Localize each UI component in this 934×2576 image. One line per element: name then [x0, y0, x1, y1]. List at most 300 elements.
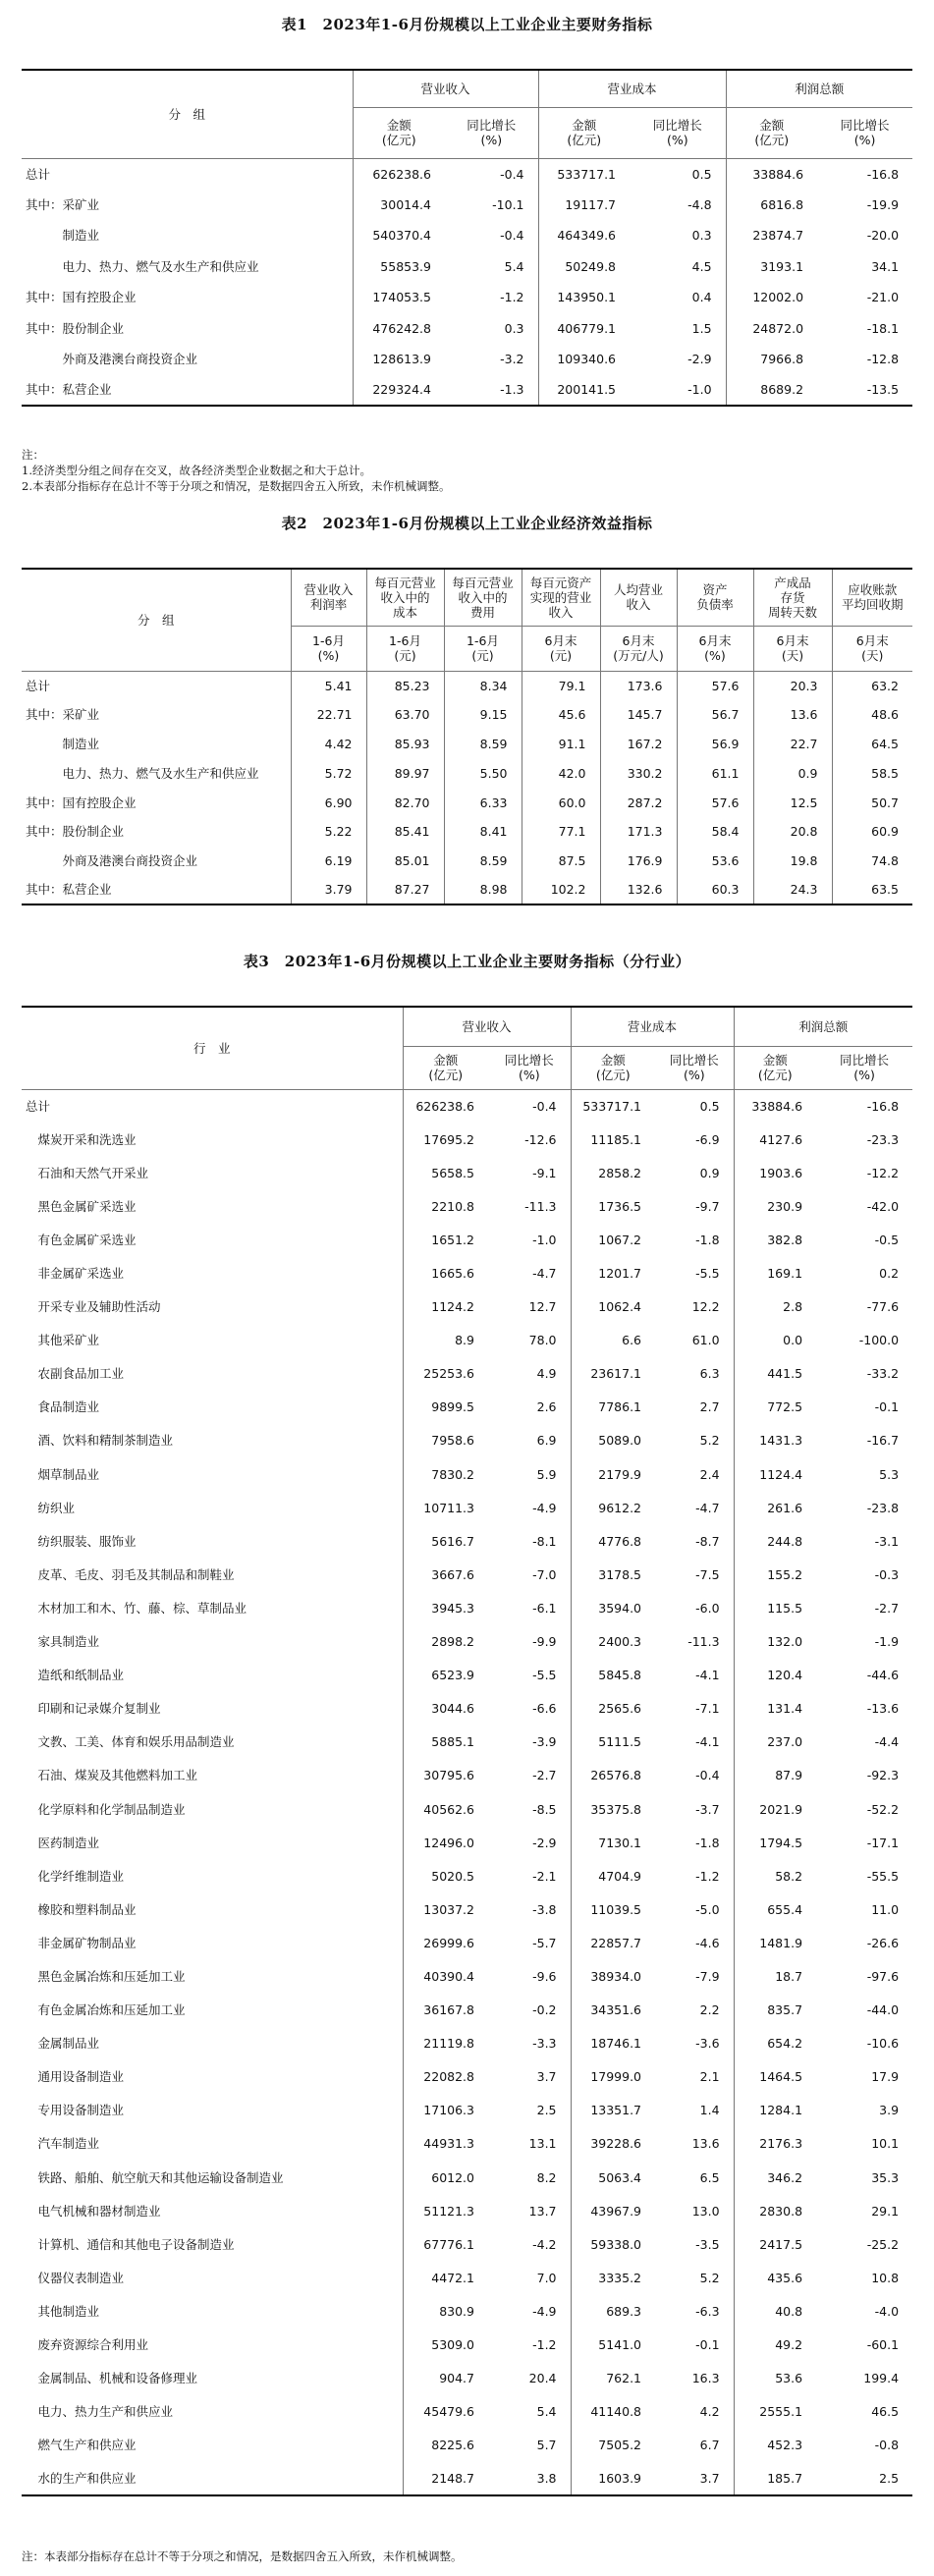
col-header-line: 负债率	[696, 597, 734, 613]
cell-value: 6523.9	[403, 1659, 488, 1692]
sub-header-line: (亿元)	[595, 1068, 631, 1082]
cell-value: 13.7	[528, 2203, 557, 2219]
row-label: 有色金属冶炼和压延加工业	[26, 2002, 186, 2018]
cell-value: 24872.0	[726, 313, 817, 345]
sub-header-line: (元)	[394, 648, 416, 663]
col-group-revenue: 营业收入	[403, 1007, 571, 1046]
row-label: 其中：国有控股企业	[26, 795, 137, 810]
cell-value: 1201.7	[571, 1256, 655, 1289]
cell-value: -11.3	[687, 1634, 720, 1650]
cell-value: -4.9	[532, 2303, 557, 2319]
col-header-line: 营业收入	[303, 582, 354, 598]
cell-value: 2.1	[699, 2069, 720, 2085]
table-row	[22, 1625, 912, 1659]
cell-value: 102.2	[522, 876, 600, 905]
cell-value: 13351.7	[571, 2094, 655, 2127]
cell-value: 171.3	[600, 817, 677, 847]
cell-value: 43967.9	[571, 2194, 655, 2227]
col-header	[291, 569, 366, 626]
cell-value: 5885.1	[403, 1726, 488, 1759]
cell-value: 654.2	[734, 2027, 816, 2060]
cell-value: 7966.8	[726, 344, 817, 375]
col-group-cost: 营业成本	[571, 1007, 734, 1046]
sub-header	[445, 107, 538, 158]
sub-header-line: 6月末	[776, 633, 809, 648]
cell-value: 2555.1	[734, 2395, 816, 2429]
cell-value: 8.9	[403, 1324, 488, 1357]
cell-value: 3.7	[699, 2470, 720, 2486]
cell-value: 3.8	[536, 2470, 557, 2486]
sub-header-line: (天)	[861, 648, 884, 663]
sub-header	[291, 626, 366, 671]
sub-header-line: 金额	[759, 118, 785, 133]
cell-value: 12.2	[691, 1299, 720, 1315]
table3-note: 注：本表部分指标存在总计不等于分项之和情况，是数据四舍五入所致，未作机械调整。	[22, 2549, 463, 2563]
col-header	[444, 569, 522, 626]
cell-value: 174053.5	[353, 282, 445, 313]
cell-value: 5.4	[536, 2404, 557, 2420]
cell-value: 143950.1	[538, 282, 630, 313]
cell-value: 2400.3	[571, 1625, 655, 1659]
cell-value: 10.1	[871, 2136, 900, 2152]
cell-value: 60.3	[677, 876, 753, 905]
col-header-line: 人均营业	[613, 582, 663, 598]
cell-value: 7505.2	[571, 2429, 655, 2462]
cell-value: 145.7	[600, 700, 677, 730]
cell-value: 61.1	[677, 758, 753, 788]
cell-value: 50249.8	[538, 251, 630, 283]
sub-header-line: 金额	[600, 1053, 626, 1068]
cell-value: 77.1	[522, 817, 600, 847]
sub-header-line: 同比增长	[467, 118, 517, 133]
cell-value: 85.93	[366, 730, 444, 759]
col-header-line: 每百元资产	[529, 575, 592, 590]
cell-value: -7.9	[695, 1968, 720, 1984]
cell-value: 4472.1	[403, 2261, 488, 2294]
table-row	[22, 1959, 912, 1993]
row-label: 电力、热力、燃气及水生产和供应业	[26, 765, 259, 781]
sub-header-line: (元)	[471, 648, 494, 663]
cell-value: 1903.6	[734, 1156, 816, 1189]
table-row	[22, 158, 912, 190]
cell-value: 0.2	[879, 1266, 900, 1282]
sub-header-line: (亿元)	[754, 133, 790, 147]
cell-value: 167.2	[600, 730, 677, 759]
cell-value: 13037.2	[403, 1892, 488, 1926]
note-line: 1.经济类型分组之间存在交叉，故各经济类型企业数据之和大于总计。	[22, 464, 371, 477]
col-header	[753, 569, 832, 626]
cell-value: -5.5	[695, 1266, 720, 1282]
sub-header-line: 同比增长	[652, 118, 702, 133]
cell-value: 30014.4	[353, 190, 445, 221]
cell-value: 5658.5	[403, 1156, 488, 1189]
cell-value: 2.5	[879, 2470, 900, 2486]
sub-header	[444, 626, 522, 671]
row-label: 非金属矿物制品业	[26, 1935, 137, 1950]
cell-value: -4.1	[695, 1668, 720, 1683]
cell-value: 57.6	[677, 788, 753, 817]
cell-value: -8.7	[695, 1533, 720, 1549]
cell-value: 5.72	[291, 758, 366, 788]
cell-value: -44.6	[866, 1668, 900, 1683]
table-row	[22, 1726, 912, 1759]
cell-value: 13.6	[753, 700, 832, 730]
row-label: 文教、工美、体育和娱乐用品制造业	[26, 1734, 235, 1750]
cell-value: 5.7	[536, 2438, 557, 2453]
cell-value: -2.1	[532, 1868, 557, 1884]
cell-value: 6.19	[291, 847, 366, 876]
cell-value: 19.8	[753, 847, 832, 876]
cell-value: 1124.2	[403, 1290, 488, 1324]
row-label: 烟草制品业	[26, 1466, 100, 1482]
sub-header	[600, 626, 677, 671]
cell-value: -2.9	[687, 352, 712, 367]
cell-value: 5.50	[444, 758, 522, 788]
sub-header-line: (%)	[853, 133, 876, 147]
cell-value: 87.27	[366, 876, 444, 905]
cell-value: -7.0	[532, 1566, 557, 1582]
row-label: 电力、热力生产和供应业	[26, 2404, 174, 2420]
cell-value: 2179.9	[571, 1457, 655, 1491]
cell-value: 1464.5	[734, 2060, 816, 2094]
sub-header	[488, 1046, 571, 1089]
cell-value: 0.3	[504, 320, 524, 336]
cell-value: -8.1	[532, 1533, 557, 1549]
table-row	[22, 730, 912, 759]
cell-value: 8689.2	[726, 375, 817, 407]
row-label: 制造业	[26, 736, 100, 751]
sub-header	[403, 1046, 488, 1089]
cell-value: -42.0	[866, 1198, 900, 1214]
cell-value: 2417.5	[734, 2227, 816, 2261]
row-label: 其中：私营企业	[26, 382, 112, 398]
cell-value: 63.70	[366, 700, 444, 730]
table-row	[22, 1391, 912, 1424]
cell-value: 200141.5	[538, 375, 630, 407]
cell-value: 48.6	[832, 700, 912, 730]
cell-value: 2898.2	[403, 1625, 488, 1659]
cell-value: -4.7	[695, 1500, 720, 1515]
sub-header-line: (亿元)	[428, 1068, 464, 1082]
sub-header-line: 金额	[762, 1053, 788, 1068]
table-row	[22, 817, 912, 847]
cell-value: -10.1	[492, 196, 524, 212]
cell-value: -16.8	[866, 1098, 900, 1114]
cell-value: 87.9	[734, 1759, 816, 1792]
col-header	[366, 569, 444, 626]
table-row	[22, 1156, 912, 1189]
cell-value: 13.1	[528, 2136, 557, 2152]
table1-notes	[22, 447, 450, 494]
cell-value: 1124.4	[734, 1457, 816, 1491]
cell-value: 2565.6	[571, 1692, 655, 1726]
cell-value: -4.1	[695, 1734, 720, 1750]
cell-value: 1665.6	[403, 1256, 488, 1289]
cell-value: 41140.8	[571, 2395, 655, 2429]
cell-value: -1.9	[874, 1634, 900, 1650]
cell-value: -2.9	[532, 1835, 557, 1850]
cell-value: 8.59	[444, 730, 522, 759]
row-label: 非金属矿采选业	[26, 1266, 125, 1282]
cell-value: 655.4	[734, 1892, 816, 1926]
table-row	[22, 282, 912, 313]
cell-value: -0.4	[500, 166, 524, 182]
col-header-line: 每百元营业	[374, 575, 436, 590]
cell-value: 1067.2	[571, 1223, 655, 1256]
cell-value: 13.0	[691, 2203, 720, 2219]
cell-value: 42.0	[522, 758, 600, 788]
cell-value: 2.2	[699, 2002, 720, 2018]
cell-value: 38934.0	[571, 1959, 655, 1993]
table-row	[22, 2328, 912, 2361]
table-row	[22, 847, 912, 876]
cell-value: -77.6	[866, 1299, 900, 1315]
cell-value: 7786.1	[571, 1391, 655, 1424]
cell-value: 3.79	[291, 876, 366, 905]
sub-header-line: 6月末	[622, 633, 655, 648]
cell-value: 50.7	[832, 788, 912, 817]
cell-value: 17.9	[871, 2069, 900, 2085]
cell-value: 533717.1	[538, 158, 630, 190]
cell-value: 0.9	[753, 758, 832, 788]
cell-value: 689.3	[571, 2294, 655, 2328]
cell-value: 5141.0	[571, 2328, 655, 2361]
sub-header	[630, 107, 726, 158]
cell-value: 89.97	[366, 758, 444, 788]
sub-header	[726, 107, 817, 158]
cell-value: -17.1	[866, 1835, 900, 1850]
cell-value: 63.2	[832, 671, 912, 700]
cell-value: 435.6	[734, 2261, 816, 2294]
cell-value: 0.5	[699, 1098, 720, 1114]
cell-value: 4704.9	[571, 1859, 655, 1892]
cell-value: 6012.0	[403, 2161, 488, 2194]
cell-value: 10711.3	[403, 1491, 488, 1524]
row-label: 外商及港澳台商投资企业	[26, 352, 198, 367]
sub-header	[816, 1046, 912, 1089]
cell-value: -13.5	[866, 382, 900, 398]
cell-value: 5020.5	[403, 1859, 488, 1892]
cell-value: 132.0	[734, 1625, 816, 1659]
cell-value: -3.2	[500, 352, 524, 367]
cell-value: -23.8	[866, 1500, 900, 1515]
cell-value: 120.4	[734, 1659, 816, 1692]
cell-value: 57.6	[677, 671, 753, 700]
cell-value: 540370.4	[353, 220, 445, 251]
cell-value: -21.0	[866, 290, 900, 305]
cell-value: 185.7	[734, 2462, 816, 2495]
cell-value: 46.5	[871, 2404, 900, 2420]
table-row	[22, 190, 912, 221]
table-row	[22, 313, 912, 345]
col-header	[832, 569, 912, 626]
cell-value: 1481.9	[734, 1926, 816, 1959]
sub-header	[753, 626, 832, 671]
cell-value: 115.5	[734, 1591, 816, 1624]
cell-value: 3667.6	[403, 1558, 488, 1591]
cell-value: 169.1	[734, 1256, 816, 1289]
cell-value: 23874.7	[726, 220, 817, 251]
group-header: 分 组	[22, 569, 291, 671]
table-row	[22, 1256, 912, 1289]
cell-value: -4.7	[532, 1266, 557, 1282]
cell-value: 4.5	[691, 258, 712, 274]
row-label: 总计	[26, 678, 51, 693]
cell-value: 78.0	[528, 1333, 557, 1348]
cell-value: 87.5	[522, 847, 600, 876]
cell-value: 60.0	[522, 788, 600, 817]
cell-value: 1736.5	[571, 1189, 655, 1223]
table-row	[22, 1994, 912, 2027]
cell-value: 0.4	[691, 290, 712, 305]
row-label: 其中：股份制企业	[26, 320, 125, 336]
cell-value: 44931.3	[403, 2127, 488, 2161]
row-label: 开采专业及辅助性活动	[26, 1299, 161, 1315]
cell-value: 45.6	[522, 700, 600, 730]
cell-value: -12.8	[866, 352, 900, 367]
cell-value: 22857.7	[571, 1926, 655, 1959]
cell-value: -4.9	[532, 1500, 557, 1515]
sub-header-line: 金额	[433, 1053, 459, 1068]
cell-value: -0.1	[874, 1399, 900, 1415]
row-label: 金属制品、机械和设备修理业	[26, 2371, 198, 2386]
cell-value: 63.5	[832, 876, 912, 905]
cell-value: -0.8	[874, 2438, 900, 2453]
cell-value: 2176.3	[734, 2127, 816, 2161]
sub-header-line: 1-6月	[467, 633, 499, 648]
cell-value: -12.2	[866, 1165, 900, 1180]
cell-value: 830.9	[403, 2294, 488, 2328]
cell-value: 835.7	[734, 1994, 816, 2027]
col-header-line: 平均回收期	[841, 597, 904, 613]
cell-value: 5.41	[291, 671, 366, 700]
cell-value: -5.5	[532, 1668, 557, 1683]
cell-value: 904.7	[403, 2362, 488, 2395]
cell-value: 45479.6	[403, 2395, 488, 2429]
cell-value: 24.3	[753, 876, 832, 905]
sub-header	[677, 626, 753, 671]
cell-value: -6.9	[695, 1131, 720, 1147]
cell-value: -5.0	[695, 1901, 720, 1917]
cell-value: 11.0	[871, 1901, 900, 1917]
row-label: 化学原料和化学制品制造业	[26, 1801, 186, 1817]
cell-value: 2.7	[699, 1399, 720, 1415]
sub-header-line: 6月末	[698, 633, 732, 648]
table-row	[22, 2261, 912, 2294]
table-row	[22, 1424, 912, 1457]
table-row	[22, 1558, 912, 1591]
cell-value: 626238.6	[403, 1089, 488, 1123]
cell-value: 0.9	[699, 1165, 720, 1180]
row-label: 农副食品加工业	[26, 1366, 125, 1382]
cell-value: 4.42	[291, 730, 366, 759]
cell-value: 55853.9	[353, 251, 445, 283]
cell-value: -11.3	[524, 1198, 557, 1214]
row-label: 其中：私营企业	[26, 882, 112, 898]
cell-value: 85.41	[366, 817, 444, 847]
cell-value: -9.7	[695, 1198, 720, 1214]
cell-value: 2.6	[536, 1399, 557, 1415]
cell-value: 5.2	[699, 2270, 720, 2285]
row-label: 金属制品业	[26, 2036, 100, 2052]
sub-header-line: 1-6月	[312, 633, 345, 648]
table1	[22, 69, 912, 407]
sub-header-line: 金额	[386, 118, 412, 133]
table-row	[22, 1826, 912, 1859]
table-row	[22, 1524, 912, 1558]
cell-value: 5616.7	[403, 1524, 488, 1558]
row-label: 黑色金属冶炼和压延加工业	[26, 1968, 186, 1984]
cell-value: 772.5	[734, 1391, 816, 1424]
cell-value: 2021.9	[734, 1792, 816, 1826]
sub-header	[366, 626, 444, 671]
table-row	[22, 1324, 912, 1357]
table-row	[22, 2060, 912, 2094]
cell-value: 56.9	[677, 730, 753, 759]
cell-value: -0.1	[695, 2337, 720, 2353]
col-header	[522, 569, 600, 626]
row-label: 仪器仪表制造业	[26, 2270, 125, 2285]
cell-value: 330.2	[600, 758, 677, 788]
cell-value: -4.2	[532, 2236, 557, 2252]
sub-header	[817, 107, 912, 158]
cell-value: 12.7	[528, 1299, 557, 1315]
cell-value: 17695.2	[403, 1123, 488, 1156]
cell-value: 5845.8	[571, 1659, 655, 1692]
cell-value: -1.2	[532, 2337, 557, 2353]
cell-value: 91.1	[522, 730, 600, 759]
cell-value: -0.4	[500, 228, 524, 244]
sub-header-line: 同比增长	[504, 1053, 554, 1068]
cell-value: 40390.4	[403, 1959, 488, 1993]
cell-value: 1.5	[691, 320, 712, 336]
cell-value: -0.3	[874, 1566, 900, 1582]
cell-value: -4.8	[687, 196, 712, 212]
cell-value: -1.8	[695, 1232, 720, 1247]
cell-value: -1.2	[695, 1868, 720, 1884]
table-row	[22, 1792, 912, 1826]
cell-value: 22.71	[291, 700, 366, 730]
cell-value: 2148.7	[403, 2462, 488, 2495]
cell-value: 21119.8	[403, 2027, 488, 2060]
col-header-line: 收入	[548, 604, 574, 620]
cell-value: 346.2	[734, 2161, 816, 2194]
cell-value: 13.6	[691, 2136, 720, 2152]
cell-value: 155.2	[734, 1558, 816, 1591]
table-row	[22, 1457, 912, 1491]
cell-value: 58.2	[734, 1859, 816, 1892]
cell-value: 8.98	[444, 876, 522, 905]
sub-header-line: (%)	[480, 133, 503, 147]
cell-value: 59338.0	[571, 2227, 655, 2261]
cell-value: 53.6	[677, 847, 753, 876]
cell-value: 1651.2	[403, 1223, 488, 1256]
table3-title: 表3 2023年1-6月份规模以上工业企业主要财务指标（分行业）	[243, 953, 691, 970]
cell-value: 4.9	[536, 1366, 557, 1382]
sub-header	[734, 1046, 816, 1089]
table-row	[22, 2227, 912, 2261]
cell-value: 12496.0	[403, 1826, 488, 1859]
note-line: 注：	[22, 448, 44, 462]
cell-value: 132.6	[600, 876, 677, 905]
sub-header-line: (亿元)	[381, 133, 416, 147]
cell-value: 5111.5	[571, 1726, 655, 1759]
cell-value: -4.6	[695, 1935, 720, 1950]
cell-value: 261.6	[734, 1491, 816, 1524]
sub-header-line: 6月末	[544, 633, 577, 648]
row-label: 其他制造业	[26, 2303, 100, 2319]
sub-header-line: (万元/人)	[613, 648, 664, 663]
